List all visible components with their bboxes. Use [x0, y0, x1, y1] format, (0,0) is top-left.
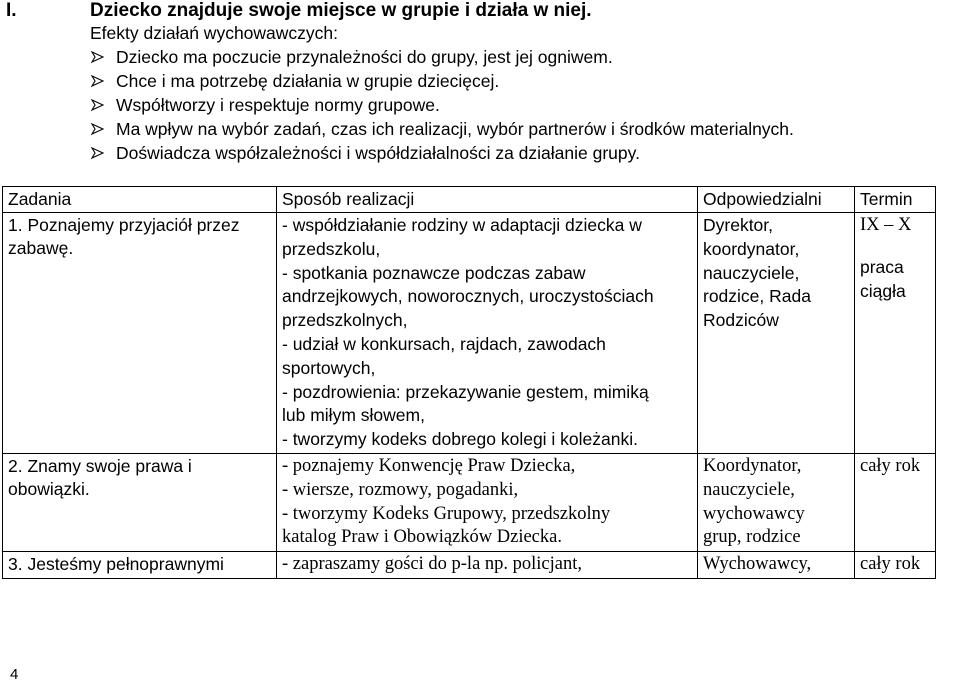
- cell-termin: [855, 453, 936, 551]
- cell-line: - udział w konkursach, rajdach, zawodach: [282, 333, 606, 354]
- cell-line: - zapraszamy gości do p-la np. policjant,: [282, 554, 583, 575]
- cell-line: 1. Poznajemy przyjaciół przez: [8, 215, 240, 235]
- cell-line: nauczyciele,: [703, 479, 795, 500]
- cell-line: 3. Jesteśmy pełnoprawnymi: [8, 554, 224, 575]
- table-row: [3, 552, 936, 579]
- cell-termin: [855, 213, 936, 454]
- effects-list: [90, 45, 794, 165]
- cell-line: IX – X: [860, 215, 912, 235]
- table-row: [3, 453, 936, 551]
- cell-sposob: [277, 213, 698, 454]
- cell-termin: [855, 552, 936, 579]
- cell-line: grup, rodzice: [703, 527, 801, 548]
- arrow-bullet-icon: [90, 69, 116, 93]
- cell-line: Koordynator,: [703, 455, 802, 476]
- cell-line: nauczyciele,: [703, 262, 800, 283]
- cell-line: - spotkania poznawcze podczas zabaw: [282, 262, 586, 283]
- list-item: [90, 69, 794, 93]
- section-title: Dziecko znajduje swoje miejsce w grupie i działa w niej.: [90, 0, 592, 21]
- cell-line: cały rok: [860, 554, 921, 575]
- cell-line: rodzice, Rada: [703, 286, 811, 307]
- effect-text: Doświadcza współzależności i współdziałalności za działanie grupy.: [116, 143, 640, 163]
- cell-line: - poznajemy Konwencję Praw Dziecka,: [282, 455, 576, 476]
- arrow-bullet-icon: [90, 117, 116, 141]
- table-header-row: [3, 187, 936, 213]
- cell-line: - tworzymy Kodeks Grupowy, przedszkolny: [282, 503, 611, 524]
- cell-line: przedszkolnych,: [282, 310, 408, 331]
- plan-table: [2, 186, 936, 579]
- cell-line: sportowych,: [282, 357, 376, 378]
- cell-line: wychowawcy: [703, 503, 805, 524]
- cell-line: andrzejkowych, noworocznych, uroczystościach: [282, 286, 654, 307]
- cell-zadanie: [3, 552, 277, 579]
- table-row: [3, 213, 936, 454]
- cell-line: - pozdrowienia: przekazywanie gestem, mimiką: [282, 381, 649, 402]
- cell-line: Rodziców: [703, 310, 779, 331]
- cell-line: ciągła: [860, 280, 906, 301]
- cell-line: zabawę.: [8, 238, 74, 258]
- list-item: [90, 141, 794, 165]
- cell-line: przedszkolu,: [282, 238, 381, 259]
- cell-odpowiedzialni: [698, 552, 855, 579]
- list-item: [90, 117, 794, 141]
- cell-line: lub miłym słowem,: [282, 405, 425, 426]
- cell-line: - współdziałanie rodziny w adaptacji dziecka w: [282, 215, 642, 235]
- arrow-bullet-icon: [90, 141, 116, 165]
- cell-line: praca: [860, 256, 904, 277]
- cell-line: - wiersze, rozmowy, pogadanki,: [282, 479, 519, 500]
- arrow-bullet-icon: [90, 45, 116, 69]
- list-item: [90, 93, 794, 117]
- effect-text: Współtworzy i respektuje normy grupowe.: [116, 95, 440, 115]
- cell-odpowiedzialni: [698, 213, 855, 454]
- cell-odpowiedzialni: [698, 453, 855, 551]
- header-zadania: Zadania: [3, 187, 277, 213]
- section-number: I.: [6, 0, 17, 21]
- cell-line: cały rok: [860, 455, 921, 476]
- header-termin: Termin: [855, 187, 936, 213]
- cell-line: - tworzymy kodeks dobrego kolegi i koleżanki.: [282, 429, 638, 450]
- header-odpowiedzialni: Odpowiedzialni: [698, 187, 855, 213]
- cell-line: koordynator,: [703, 238, 800, 259]
- cell-line: 2. Znamy swoje prawa i: [8, 455, 192, 476]
- header-sposob: Sposób realizacji: [277, 187, 698, 213]
- cell-sposob: [277, 453, 698, 551]
- cell-line: Wychowawcy,: [703, 554, 812, 575]
- cell-zadanie: [3, 213, 277, 454]
- effect-text: Dziecko ma poczucie przynależności do grupy, jest jej ogniwem.: [116, 47, 613, 67]
- arrow-bullet-icon: [90, 93, 116, 117]
- cell-sposob: [277, 552, 698, 579]
- page-number: 4: [10, 666, 19, 683]
- cell-zadanie: [3, 453, 277, 551]
- effect-text: Chce i ma potrzebę działania w grupie dziecięcej.: [116, 71, 500, 91]
- cell-line: Dyrektor,: [703, 215, 774, 235]
- effects-title: Efekty działań wychowawczych:: [90, 23, 339, 43]
- effect-text: Ma wpływ na wybór zadań, czas ich realizacji, wybór partnerów i środków materialnych.: [116, 119, 794, 139]
- cell-line: obowiązki.: [8, 478, 90, 499]
- cell-line: katalog Praw i Obowiązków Dziecka.: [282, 527, 562, 548]
- list-item: [90, 45, 794, 69]
